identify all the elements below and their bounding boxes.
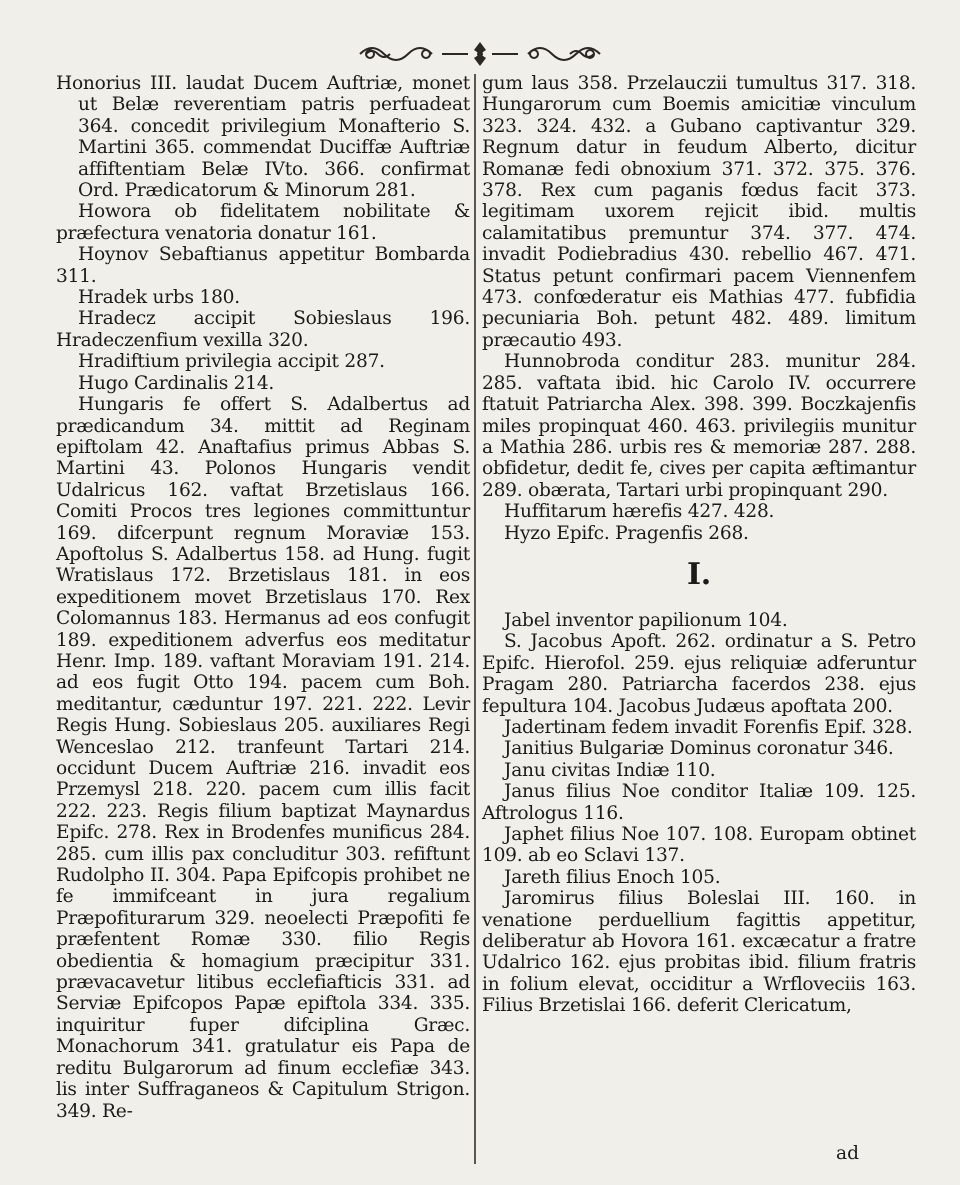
- index-entry-jabel: Jabel inventor papilionum 104.: [504, 609, 788, 631]
- index-entry-hungaris-continued: gum laus 358. Przelauczii tumultus 317. 318. Hungarorum cum Boemis amicitiæ vinculum 323. 324. 432. a Gubano captivantur 329. Regnum datur in feudum Alberto, dicitur Romanæ fedi obnoxium 371. 372. 375. 376. 378. Rex cum paganis fœdus facit 373. legitimam uxorem rejicit ibid. multis calamitatibus premuntur 374. 377. 474. invadit Podiebradius 430. rebellio 467. 471. Status petunt confirmari pacem Viennenfem 473. confœderatur eis Mathias 477. fubfidia pecuniaria Boh. petunt 482. 489. limitum præcautio 493.: [482, 73, 916, 351]
- index-entry-hradek: Hradek urbs 180.: [78, 287, 240, 309]
- index-entry-jareth: Jareth filius Enoch 105.: [504, 866, 721, 888]
- section-letter-heading: I.: [687, 556, 711, 592]
- index-entry-hungaris: Hungaris fe offert S. Adalbertus ad prædicandum 34. mittit ad Reginam epiftolam 42. Anaftafius primus Abbas S. Martini 43. Polonos Hungaris vendit Udalricus 162. vaftat Brzetislaus 166. Comiti Procos tres legiones committuntur 169. difcerpunt regnum Moraviæ 153. Apoftolus S. Adalbertus 158. ad Hung. fugit Wratislaus 172. Brzetislaus 181. in eos expeditionem movet Brzetislaus 170. Rex Colomannus 183. Hermanus ad eos confugit 189. expeditionem adverfus eos meditatur Henr. Imp. 189. vaftant Moraviam 191. 214. ad eos fugit Otto 194. pacem cum Boh. meditantur, cæduntur 197. 221. 222. Levir Regis Hung. Sobieslaus 205. auxiliares Regi Wenceslao 212. tranfeunt Tartari 214. occidunt Ducem Auftriæ 216. invadit eos Przemysl 218. 220. pacem cum illis facit 222. 223. Regis filium baptizat Maynardus Epifc. 278. Rex in Brodenfes munificus 284. 285. cum illis pax concluditur 303. refiftunt Rudolpho II. 304. Papa Epifcopis prohibet ne fe immifceant in jura regalium Præpofiturarum 329. neoelecti Præpofiti fe præfentent Romæ 330. filio Regis obedientia & homagium præcipitur 331. prævacavetur litibus ecclefiafticis 331. ad Serviæ Epifcopos Papæ epiftola 334. 335. inquiritur fuper difciplina Græc. Monachorum 341. gratulatur eis Papa de reditu Bulgarorum ad finum ecclefiæ 343. lis inter Suffraganeos & Capitulum Strigon. 349. Re-: [56, 394, 470, 1122]
- index-entry-hradistium: Hradiftium privilegia accipit 287.: [78, 351, 385, 373]
- index-entry-janu: Janu civitas Indiæ 110.: [504, 759, 716, 781]
- index-entry-hyzo: Hyzo Epifc. Pragenfis 268.: [504, 522, 749, 544]
- index-entry-jadertinam: Jadertinam fedem invadit Forenfis Epif. 328.: [504, 716, 913, 738]
- index-entry-jacobus: S. Jacobus Apoft. 262. ordinatur a S. Petro Epifc. Hierofol. 259. ejus reliquiæ adferuntur Pragam 280. Patriarcha facerdos 238. ejus fepultura 104. Jacobus Judæus apoftata 200.: [482, 631, 916, 717]
- index-entry-janus: Janus filius Noe conditor Italiæ 109. 125. Aftrologus 116.: [482, 781, 916, 824]
- index-entry-hunnobroda: Hunnobroda conditur 283. munitur 284. 285. vaftata ibid. hic Carolo IV. occurrere ftatuit Patriarcha Alex. 398. 399. Boczkajenfis miles propinquat 460. 463. privilegiis munitur a Mathia 286. urbis res & memoriæ 287. 288. obfidetur, dedit fe, cives per capita æftimantur 289. obærata, Tartari urbi propinquant 290.: [482, 351, 916, 501]
- index-entry-hussitarum: Huffitarum hærefis 427. 428.: [504, 501, 775, 523]
- index-entry-hugo: Hugo Cardinalis 214.: [78, 372, 275, 394]
- header-ornament: [0, 40, 960, 68]
- column-divider: [474, 74, 476, 1164]
- index-entry-hoynov: Hoynov Sebaftianus appetitur Bombarda 311.: [56, 244, 470, 287]
- catchword: ad: [836, 1143, 859, 1164]
- index-column-left: [56, 73, 470, 1122]
- index-entry-honorius: Honorius III. laudat Ducem Auftriæ, monet ut Belæ reverentiam patris perfuadeat 364. concedit privilegium Monafterio S. Martini 365. commendat Duciffæ Auftriæ affiftentiam Belæ IVto. 366. confirmat Ord. Prædicatorum & Minorum 281.: [56, 73, 470, 202]
- index-entry-howora: Howora ob fidelitatem nobilitate & præfectura venatoria donatur 161.: [56, 201, 470, 244]
- ornament-vignette-icon: [330, 40, 630, 68]
- index-entry-jaromirus: Jaromirus filius Boleslai III. 160. in venatione perduellium fagittis appetitur, deliberatur ab Hovora 161. excæcatur a fratre Udalrico 162. ejus probitas ibid. filium fratris in folium elevat, occiditur a Wrfloveciis 163. Filius Brzetislai 166. deferit Clericatum,: [482, 888, 916, 1017]
- index-entry-janitius: Janitius Bulgariæ Dominus coronatur 346.: [504, 738, 894, 760]
- index-entry-japhet: Japhet filius Noe 107. 108. Europam obtinet 109. ab eo Sclavi 137.: [482, 824, 916, 867]
- index-column-right: [482, 73, 916, 1017]
- index-entry-hradecz: Hradecz accipit Sobieslaus 196. Hradeczenfium vexilla 320.: [56, 308, 470, 351]
